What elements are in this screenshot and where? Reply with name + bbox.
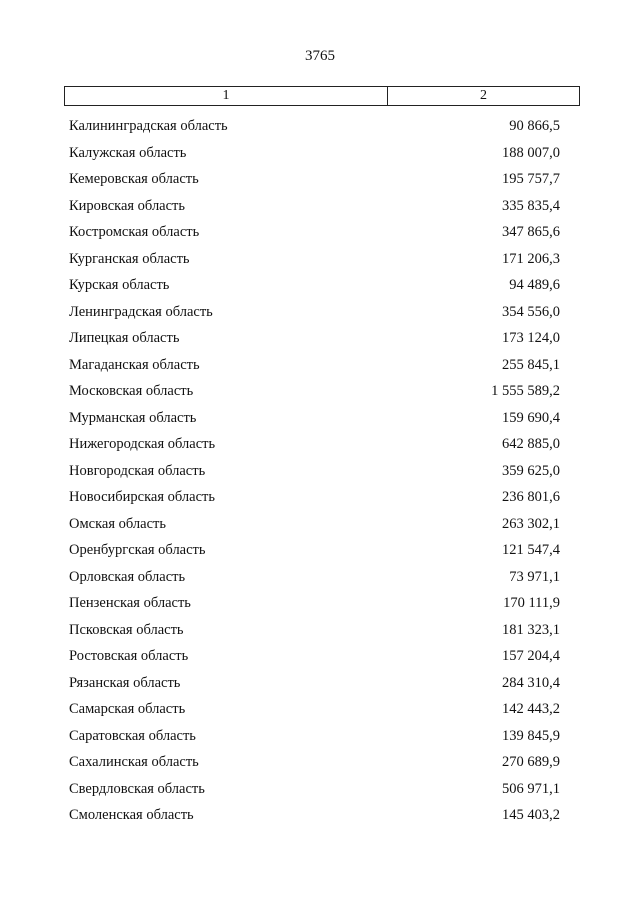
region-name: Орловская область [69,568,186,585]
table-header [64,86,580,106]
table-row [0,590,640,617]
region-name: Калининградская область [69,118,228,134]
region-value: 642 885,0 [502,436,560,452]
region-name: Самарская область [69,701,186,717]
table-row [0,696,640,723]
region-name: Костромская область [69,224,200,240]
header-column-1: 1 [65,87,388,105]
table-body [0,113,640,829]
region-value: 157 204,4 [502,648,560,664]
region-name: Ленинградская область [69,303,213,320]
region-name: Курганская область [69,250,190,267]
region-value: 170 111,9 [503,595,560,611]
region-name: Кемеровская область [69,171,199,187]
region-value: 90 866,5 [509,118,560,134]
region-value: 73 971,1 [509,568,560,585]
region-value: 255 845,1 [502,356,560,373]
region-value: 284 310,4 [502,674,560,691]
region-name: Оренбургская область [69,542,206,558]
region-value: 142 443,2 [502,701,560,717]
region-name: Новгородская область [69,462,206,479]
region-name: Саратовская область [69,727,196,744]
table-row [0,458,640,485]
table-row [0,537,640,564]
region-name: Кировская область [69,197,186,214]
table-row [0,749,640,776]
table-row [0,431,640,458]
region-value: 1 555 589,2 [491,383,560,399]
region-name: Магаданская область [69,356,200,373]
region-name: Смоленская область [69,807,194,823]
region-name: Рязанская область [69,674,181,691]
region-value: 354 556,0 [502,303,560,320]
table-row [0,166,640,193]
region-value: 236 801,6 [502,489,560,505]
table-row [0,643,640,670]
region-value: 195 757,7 [502,171,560,187]
region-value: 270 689,9 [502,754,560,770]
table-row [0,511,640,538]
region-name: Ростовская область [69,648,189,664]
page-number: 3765 [305,48,335,64]
region-name: Пензенская область [69,595,191,611]
table-row [0,564,640,591]
region-name: Новосибирская область [69,489,215,505]
table-row [0,272,640,299]
table-row [0,140,640,167]
table-row [0,352,640,379]
region-name: Сахалинская область [69,754,199,770]
table-row [0,299,640,326]
region-value: 335 835,4 [502,197,560,214]
region-name: Калужская область [69,144,187,161]
table-row [0,193,640,220]
region-value: 94 489,6 [509,277,560,293]
table-row [0,246,640,273]
region-value: 171 206,3 [502,250,560,267]
region-name: Курская область [69,277,170,293]
table-row [0,802,640,829]
table-row [0,219,640,246]
table-row [0,113,640,140]
region-value: 359 625,0 [502,462,560,479]
table-row [0,325,640,352]
header-column-2: 2 [480,88,487,103]
region-value: 139 845,9 [502,727,560,744]
region-name: Нижегородская область [69,436,216,452]
region-name: Мурманская область [69,409,197,426]
table-row [0,670,640,697]
table-row [0,378,640,405]
table-row [0,405,640,432]
region-name: Омская область [69,515,166,532]
region-value: 347 865,6 [502,224,560,240]
region-value: 121 547,4 [502,542,560,558]
region-value: 263 302,1 [502,515,560,532]
table-row [0,484,640,511]
region-value: 145 403,2 [502,807,560,823]
region-value: 506 971,1 [502,780,560,797]
region-name: Свердловская область [69,780,205,797]
region-value: 181 323,1 [502,621,560,638]
table-row [0,723,640,750]
region-name: Липецкая область [69,330,180,346]
table-row [0,617,640,644]
region-name: Московская область [69,383,194,399]
region-value: 173 124,0 [502,330,560,346]
region-name: Псковская область [69,621,184,638]
region-value: 159 690,4 [502,409,560,426]
region-value: 188 007,0 [502,144,560,161]
table-row [0,776,640,803]
